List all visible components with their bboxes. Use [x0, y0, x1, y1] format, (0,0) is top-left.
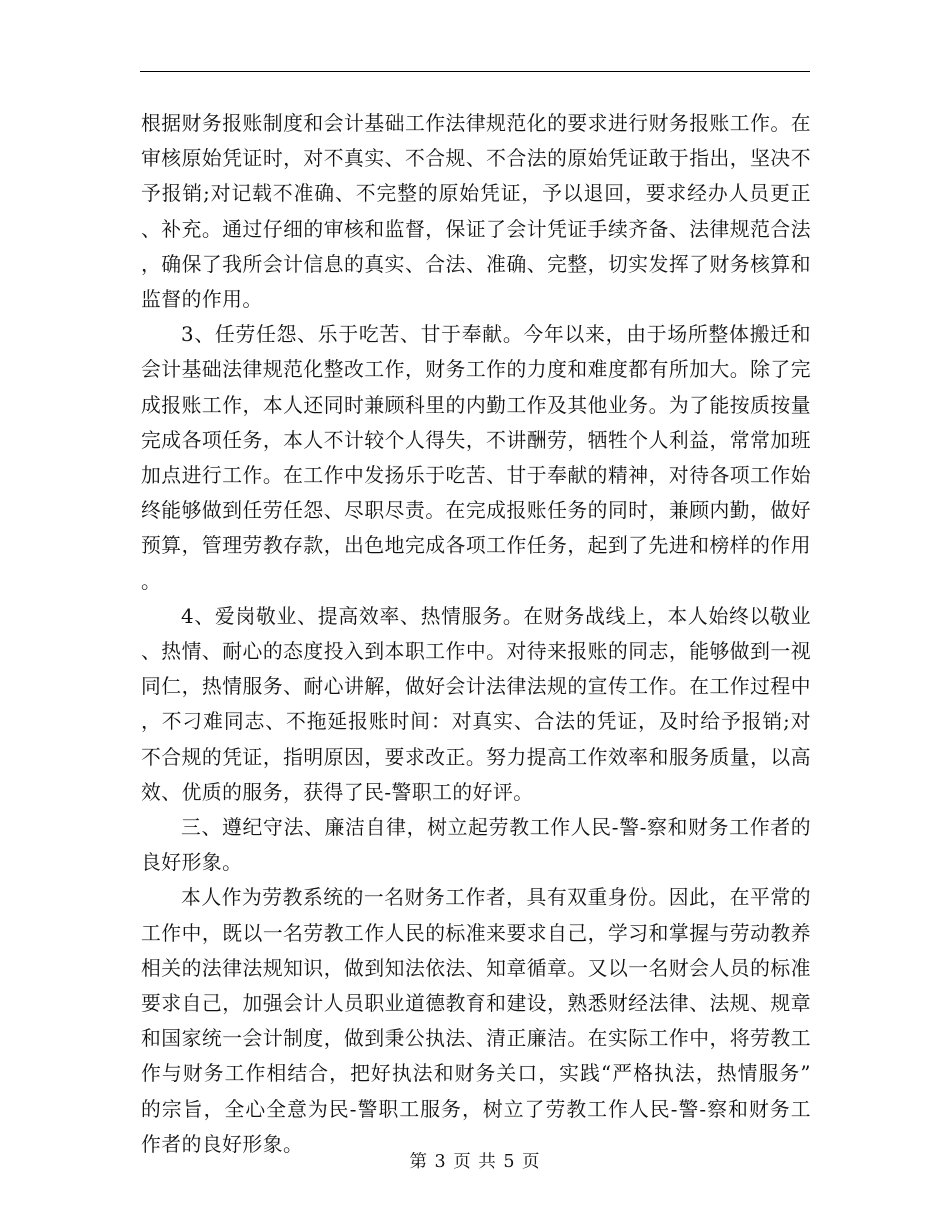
paragraph-item-4: 4、爱岗敬业、提高效率、热情服务。在财务战线上，本人始终以敬业、热情、耐心的态度投入到本职工作中。对待来报账的同志，能够做到一视同仁，热情服务、耐心讲解，做好会计法律法规的宣传工作。在工作过程中，不刁难同志、不拖延报账时间：对真实、合法的凭证，及时给予报销;对不合规的凭证，指明原因，要求改正。努力提高工作效率和服务质量，以高效、优质的服务，获得了民-警职工的好评。: [141, 604, 811, 804]
document-body: [141, 106, 811, 1162]
section-heading-3: 三、遵纪守法、廉洁自律，树立起劳教工作人民-警-察和财务工作者的良好形象。: [141, 816, 811, 875]
header-rule: [140, 71, 810, 72]
page-number-footer: 第 3 页 共 5 页: [409, 1152, 541, 1172]
paragraph-section-3-body: 本人作为劳教系统的一名财务工作者，具有双重身份。因此，在平常的工作中，既以一名劳教工作人民的标准来要求自己，学习和掌握与劳动教养相关的法律法规知识，做到知法依法、知章循章。又以一名财会人员的标准要求自己，加强会计人员职业道德教育和建设，熟悉财经法律、法规、规章和国家统一会计制度，做到秉公执法、清正廉洁。在实际工作中，将劳教工作与财务工作相结合，把好执法和财务关口，实践“严格执法，热情服务”的宗旨，全心全意为民-警职工服务，树立了劳教工作人民-警-察和财务工作者的良好形象。: [141, 886, 811, 1156]
paragraph-continuation: 根据财务报账制度和会计基础工作法律规范化的要求进行财务报账工作。在审核原始凭证时，对不真实、不合规、不合法的原始凭证敢于指出，坚决不予报销;对记载不准确、不完整的原始凭证，予以退回，要求经办人员更正、补充。通过仔细的审核和监督，保证了会计凭证手续齐备、法律规范合法，确保了我所会计信息的真实、合法、准确、完整，切实发挥了财务核算和监督的作用。: [141, 112, 811, 312]
paragraph-item-3: 3、任劳任怨、乐于吃苦、甘于奉献。今年以来，由于场所整体搬迁和会计基础法律规范化整改工作，财务工作的力度和难度都有所加大。除了完成报账工作，本人还同时兼顾科里的内勤工作及其他业务。为了能按质按量完成各项任务，本人不计较个人得失，不讲酬劳，牺牲个人利益，常常加班加点进行工作。在工作中发扬乐于吃苦、甘于奉献的精神，对待各项工作始终能够做到任劳任怨、尽职尽责。在完成报账任务的同时，兼顾内勤，做好预算，管理劳教存款，出色地完成各项工作任务，起到了先进和榜样的作用。: [141, 323, 811, 593]
